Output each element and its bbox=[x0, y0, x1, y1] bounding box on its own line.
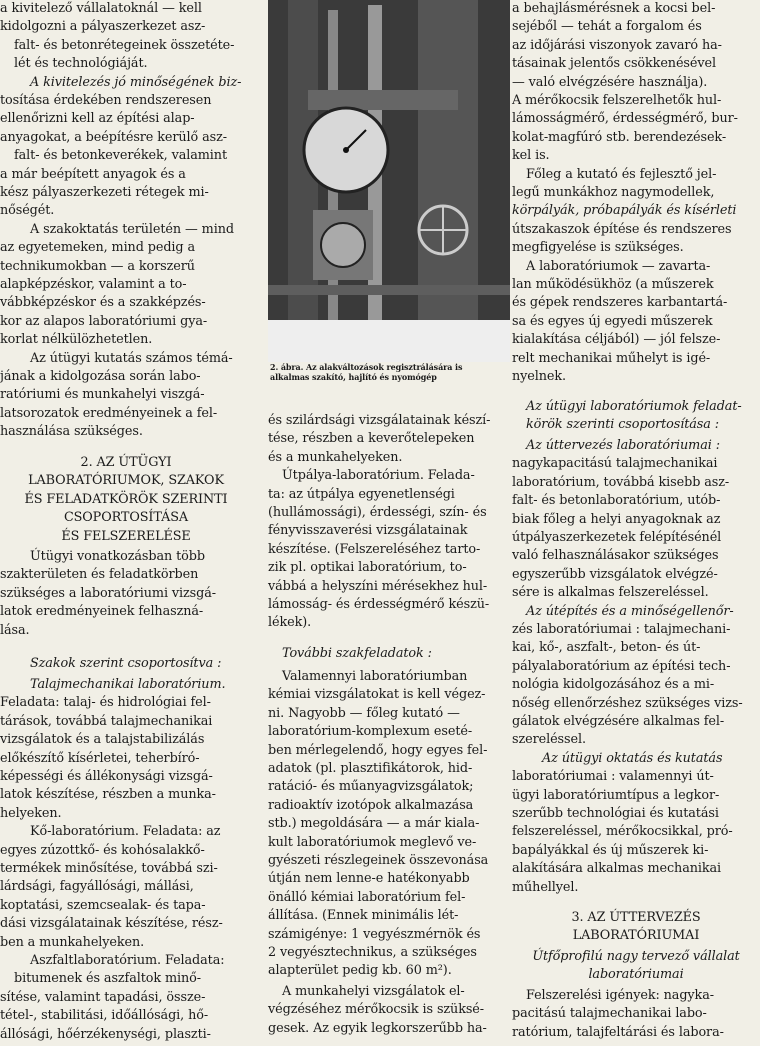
text-line: a kivitelező vállalatoknál — kell bbox=[0, 1, 202, 16]
text-line: önálló kémiai laboratórium fel- bbox=[268, 889, 466, 905]
text-line: bapályákkal és új műszerek ki- bbox=[512, 842, 709, 858]
text-line: lása. bbox=[0, 622, 30, 638]
text-line: fényvisszaverési vizsgálatainak bbox=[268, 523, 468, 539]
text-line: és a munkahelyeken. bbox=[268, 449, 403, 465]
text-line: (hullámossági), érdességi, szín- és bbox=[268, 505, 487, 520]
text-line: használása szükséges. bbox=[0, 424, 143, 440]
text-line: Kő-laboratórium. Feladata: az bbox=[30, 824, 221, 840]
text-line: 3. AZ ÚTTERVEZÉS bbox=[571, 910, 701, 925]
text-line: ÉS FELADATKÖRÖK SZERINTI bbox=[24, 491, 228, 507]
text-line: ben mérlegelendő, hogy egyes fel- bbox=[268, 742, 488, 758]
text-line: és gépek rendszeres karbantartá- bbox=[512, 295, 728, 311]
text-line: a már beépített anyagok és a bbox=[0, 166, 186, 182]
text-line: lét és technológiáját. bbox=[14, 56, 148, 72]
text-line: Az útépítés és a minőségellenőr- bbox=[526, 603, 734, 619]
text-line: Útfőprofilú nagy tervező vállalat bbox=[532, 949, 740, 964]
text-line: CSOPORTOSÍTÁSA bbox=[63, 510, 189, 526]
text-line: szükséges a laboratóriumi vizsgá- bbox=[0, 585, 216, 601]
text-line: bitumenek és aszfaltok minő- bbox=[14, 971, 201, 987]
text-line: korlat nélkülözhetetlen. bbox=[0, 332, 153, 348]
text-line: alapképzéskor, valamint a to- bbox=[0, 277, 187, 292]
text-line: A laboratóriumok — zavarta- bbox=[526, 258, 711, 274]
text-line: Útügyi vonatkozásban több bbox=[30, 549, 205, 564]
text-line: legű munkákhoz nagymodellek, bbox=[512, 185, 715, 200]
text-line: technikumokban — a korszerű bbox=[0, 258, 195, 274]
text-line: laboratórium, továbbá kisebb asz- bbox=[512, 474, 730, 490]
text-line: kialakítása céljából) — jól felsze- bbox=[512, 332, 721, 348]
text-line: stb.) megoldására — a már kiala- bbox=[268, 816, 480, 832]
text-line: állósági, hőérzékenységi, plaszti- bbox=[0, 1026, 211, 1042]
text-line: szerűbb technológiai és kutatási bbox=[512, 806, 719, 821]
text-line: útszakaszok építése és rendszeres bbox=[512, 221, 732, 237]
text-line: kidolgozni a pályaszerkezet asz- bbox=[0, 19, 206, 35]
text-line: egyszerűbb vizsgálatok elvégzé- bbox=[512, 566, 718, 582]
text-line: falt- és betonrétegeinek összetéte- bbox=[14, 37, 235, 53]
caption-line: 2. ábra. Az alakváltozások regisztrálására is bbox=[270, 362, 463, 372]
text-line: zés laboratóriumai : talajmechani- bbox=[512, 622, 731, 637]
text-line: megfigyelése is szükséges. bbox=[512, 240, 684, 256]
text-line: vizsgálatok és a talajstabilizálás bbox=[0, 732, 205, 748]
text-line: gesek. Az egyik legkorszerűbb ha- bbox=[268, 1020, 487, 1036]
figure-caption bbox=[270, 362, 510, 382]
text-line: ben a munkahelyeken. bbox=[0, 934, 145, 950]
text-line: vábbképzéskor és a szakképzés- bbox=[0, 295, 206, 311]
text-line: A kivitelezés jó minőségének biz- bbox=[30, 74, 242, 90]
text-line: készítése. (Felszereléséhez tarto- bbox=[268, 541, 481, 557]
text-line: előkészítő kísérletei, teherbíró- bbox=[0, 750, 200, 766]
text-line: tárások, továbbá talajmechanikai bbox=[0, 713, 213, 729]
text-line: lámosságmérő, érdességmérő, bur- bbox=[512, 111, 738, 127]
text-line: alakítására alkalmas mechanikai bbox=[512, 861, 722, 877]
text-line: végzéséhez mérőkocsik is szüksé- bbox=[268, 1002, 485, 1018]
text-line: Talajmechanikai laboratórium. bbox=[30, 677, 226, 692]
text-line: útpályaszerkezetek felépítésénél bbox=[512, 530, 722, 545]
text-line: ni. Nagyobb — főleg kutató — bbox=[268, 705, 460, 721]
text-line: az időjárási viszonyok zavaró ha- bbox=[512, 37, 722, 53]
text-line: anyagokat, a beépítésre kerülő asz- bbox=[0, 129, 227, 145]
text-line: falt- és betonkeverékek, valamint bbox=[14, 148, 227, 164]
text-line: latsorozatok eredményeinek a fel- bbox=[0, 405, 218, 421]
text-line: a behajlásmérésnek a kocsi bel- bbox=[512, 1, 716, 16]
text-line: jának a kidolgozása során labo- bbox=[0, 369, 201, 384]
testing-machine-image bbox=[268, 0, 510, 362]
text-line: — való elvégzésére használja). bbox=[512, 74, 708, 90]
text-line: ta: az útpálya egyenetlenségi bbox=[268, 486, 455, 502]
text-line: adatok (pl. plasztifikátorok, hid- bbox=[268, 761, 473, 776]
text-line: kész pályaszerkezeti rétegek mi- bbox=[0, 185, 209, 200]
text-line: kel is. bbox=[512, 148, 550, 164]
text-line: kolat-magfúró stb. berendezések- bbox=[512, 129, 727, 145]
text-line: ellenőrizni kell az építési alap- bbox=[0, 111, 195, 127]
text-line: pályalaboratórium az építési tech- bbox=[512, 658, 731, 674]
caption-line: alkalmas szakító, hajlító és nyomógép bbox=[270, 372, 437, 382]
text-line: kult laboratóriumok meglevő ve- bbox=[268, 834, 477, 850]
text-line: ratórium, talajfeltárási és labora- bbox=[512, 1024, 724, 1040]
text-line: helyeken. bbox=[0, 805, 62, 821]
text-line: További szakfeladatok : bbox=[282, 646, 432, 661]
text-line: 2 vegyésztechnikus, a szükséges bbox=[268, 945, 477, 960]
text-line: sére is alkalmas felszereléssel. bbox=[512, 585, 709, 601]
text-line: szereléssel. bbox=[512, 732, 586, 748]
text-line: dási vizsgálatainak készítése, rész- bbox=[0, 916, 223, 932]
text-line: állítása. (Ennek minimális lét- bbox=[268, 908, 459, 924]
text-line: kor az alapos laboratóriumi gya- bbox=[0, 313, 208, 329]
text-line: szakterületen és feladatkörben bbox=[0, 567, 199, 583]
text-line: gyészeti részlegeinek összevonása bbox=[268, 853, 489, 868]
text-line: nagykapacitású talajmechanikai bbox=[512, 456, 718, 472]
text-line: való felhasználásakor szükséges bbox=[512, 548, 719, 564]
text-line: nőség ellenőrzéshez szükséges vizs- bbox=[512, 695, 743, 711]
text-line: Az útügyi kutatás számos témá- bbox=[30, 350, 233, 366]
text-line: A munkahelyi vizsgálatok el- bbox=[282, 984, 465, 999]
text-line: laboratórium-komplexum eseté- bbox=[268, 724, 473, 740]
text-line: Szakok szerint csoportosítva : bbox=[30, 656, 222, 671]
text-line: A szakoktatás területén — mind bbox=[30, 221, 234, 237]
text-line: lékek). bbox=[268, 615, 312, 631]
text-line: biak főleg a helyi anyagoknak az bbox=[512, 511, 721, 527]
text-line: gálatok elvégzésére alkalmas fel- bbox=[512, 714, 725, 729]
text-line: alapterület pedig kb. 60 m²). bbox=[268, 963, 452, 979]
text-line: egyes zúzottkő- és kohósalakkő- bbox=[0, 842, 205, 858]
text-line: számigénye: 1 vegyészmérnök és bbox=[268, 926, 481, 942]
text-line: latok készítése, részben a munka- bbox=[0, 787, 216, 803]
text-line: útján nem lenne-e hatékonyabb bbox=[268, 871, 470, 887]
text-line: lámosság- és érdességmérő készü- bbox=[268, 597, 490, 612]
text-line: sítése, valamint tapadási, össze- bbox=[0, 989, 206, 1005]
text-line: falt- és betonlaboratórium, utób- bbox=[512, 493, 721, 509]
text-line: tosítása érdekében rendszeresen bbox=[0, 93, 212, 108]
text-line: zik pl. optikai laboratórium, to- bbox=[268, 560, 467, 576]
text-line: tétel-, stabilitási, időállósági, hő- bbox=[0, 1008, 209, 1024]
text-line: Főleg a kutató és fejlesztő jel- bbox=[526, 166, 717, 182]
text-line: Valamennyi laboratóriumban bbox=[282, 669, 468, 684]
text-line: körök szerinti csoportosítása : bbox=[526, 417, 719, 433]
text-line: lan működésükhöz (a műszerek bbox=[512, 277, 714, 292]
text-line: relt mechanikai műhelyt is igé- bbox=[512, 350, 711, 366]
text-line: nőségét. bbox=[0, 203, 55, 219]
text-line: Feladata: talaj- és hidrológiai fel- bbox=[0, 695, 211, 711]
text-line: lárdsági, fagyállósági, mállási, bbox=[0, 879, 194, 895]
text-line: koptatási, szemcsealak- és tapa- bbox=[0, 897, 206, 913]
text-line: latok eredményeinek felhaszná- bbox=[0, 604, 204, 620]
text-line: laboratóriumai : valamennyi út- bbox=[512, 769, 714, 785]
text-line: ratáció- és műanyagvizsgálatok; bbox=[268, 779, 474, 795]
text-line: sejéből — tehát a forgalom és bbox=[512, 19, 702, 35]
text-line: Az útügyi laboratóriumok feladat- bbox=[526, 399, 742, 414]
text-line: nológia kidolgozásához és a mi- bbox=[512, 677, 715, 693]
text-line: kémiai vizsgálatokat is kell végez- bbox=[268, 687, 486, 703]
text-line: ügyi laboratóriumtípus a legkor- bbox=[512, 787, 720, 803]
text-line: pacitású talajmechanikai labo- bbox=[512, 1006, 707, 1022]
text-line: ÉS FELSZERELÉSE bbox=[61, 528, 191, 544]
text-line: A mérőkocsik felszerelhetők hul- bbox=[512, 93, 722, 108]
text-line: nyelnek. bbox=[512, 369, 566, 384]
text-line: felszereléssel, mérőkocsikkal, pró- bbox=[512, 824, 733, 840]
text-line: az egyetemeken, mind pedig a bbox=[0, 240, 196, 256]
text-line: radioaktív izotópok alkalmazása bbox=[268, 797, 474, 813]
text-line: tése, részben a keverőtelepeken bbox=[268, 431, 475, 447]
text-line: termékek minősítése, továbbá szi- bbox=[0, 861, 218, 876]
text-line: és szilárdsági vizsgálatainak készí- bbox=[268, 413, 491, 428]
text-line: vábbá a helyszíni mérésekhez hul- bbox=[268, 578, 488, 594]
text-line: Felszerelési igények: nagyka- bbox=[526, 988, 714, 1003]
text-line: Az úttervezés laboratóriumai : bbox=[526, 438, 720, 453]
text-line: körpályák, próbapályák és kísérleti bbox=[512, 203, 737, 219]
text-line: Útpálya-laboratórium. Felada- bbox=[282, 468, 475, 484]
text-line: laboratóriumai bbox=[588, 967, 684, 983]
text-line: műhellyel. bbox=[512, 879, 579, 895]
text-line: LABORATÓRIUMAI bbox=[572, 928, 700, 944]
text-line: tásainak jelentős csökkenésével bbox=[512, 56, 716, 72]
figure-photo bbox=[268, 0, 510, 382]
text-line: kai, kő-, aszfalt-, beton- és út- bbox=[512, 640, 701, 656]
text-line: ratóriumi és munkahelyi viszgá- bbox=[0, 387, 205, 403]
text-line: képességi és állékonysági vizsgá- bbox=[0, 769, 213, 784]
text-line: LABORATÓRIUMOK, SZAKOK bbox=[28, 473, 224, 489]
text-line: sa és egyes új egyedi műszerek bbox=[512, 313, 713, 329]
text-line: Az útügyi oktatás és kutatás bbox=[542, 750, 723, 766]
text-line: 2. AZ ÚTÜGYI bbox=[80, 455, 172, 470]
text-line: Aszfaltlaboratórium. Feladata: bbox=[30, 953, 225, 968]
